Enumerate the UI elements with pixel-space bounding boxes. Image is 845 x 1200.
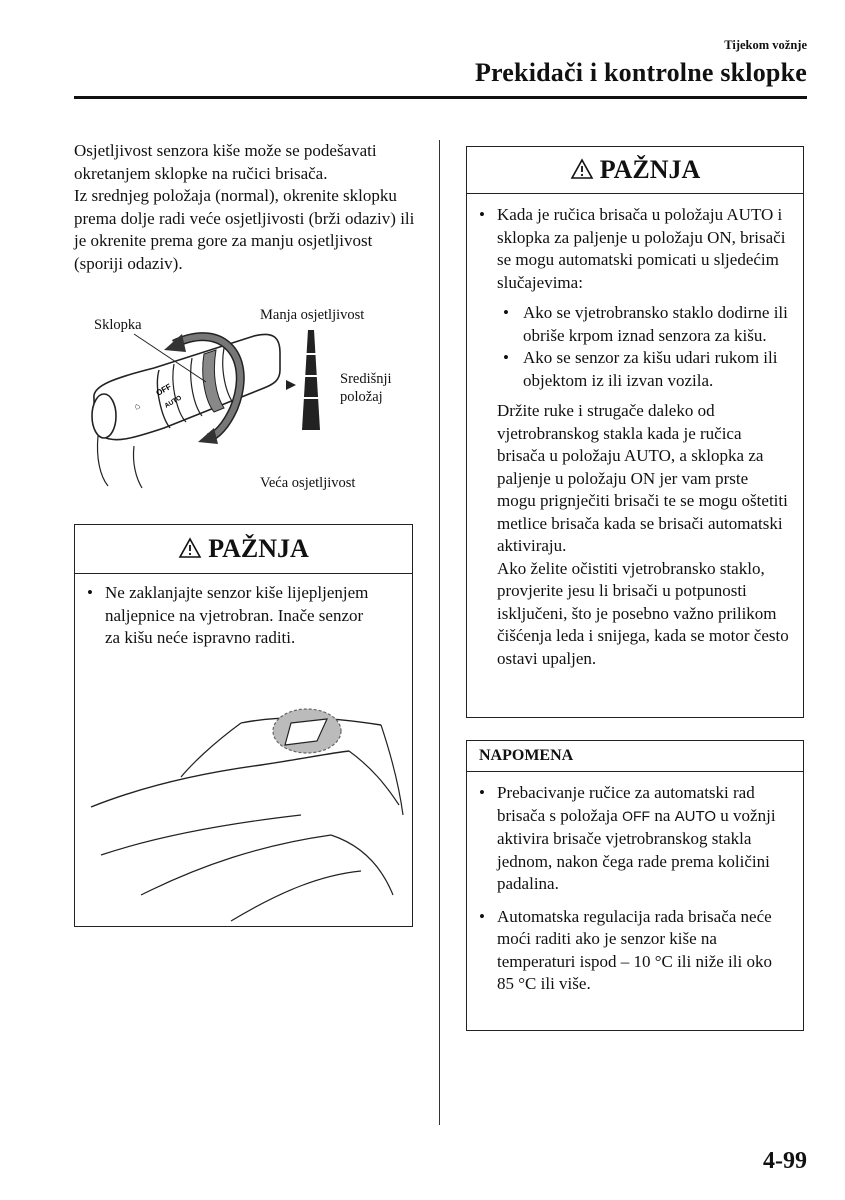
intro-paragraph-2: Iz srednjeg položaja (normal), okrenite sklopku prema dolje radi veće osjetljivosti (brži odaziv) ili je okrenite prema gore za manju osjetljivost (sporiji odaziv). [74, 186, 415, 273]
caution-title-left: PAŽNJA [208, 534, 309, 563]
column-divider [439, 140, 440, 1125]
note-item-1-auto: AUTO [674, 807, 717, 825]
note-box [466, 740, 804, 1031]
caution-header-left [75, 525, 412, 574]
warning-triangle-icon [178, 527, 202, 575]
lever-off-mark: OFF [154, 381, 173, 398]
label-more-sensitivity: Veća osjetljivost [260, 475, 356, 491]
list-item [467, 204, 789, 670]
list-item: • Ako se vjetrobransko staklo dodirne ili obriše krpom iznad senzora za kišu. [497, 302, 789, 347]
page-number: 4-99 [763, 1148, 807, 1174]
warning-triangle-icon [570, 149, 594, 195]
caution-header-right [467, 147, 803, 194]
intro-paragraph-1: Osjetljivost senzora kiše može se podešavati okretanjem sklopke na ručici brisača. [74, 141, 377, 183]
label-middle-position-1: Središnji [340, 371, 392, 387]
note-item-1-a: Prebacivanje ručice za automatski rad brisača s položaja [497, 783, 755, 825]
page-title: Prekidači i kontrolne sklopke [474, 58, 807, 87]
note-item-1-na: na [654, 805, 671, 825]
caution-box-left [74, 524, 413, 927]
note-item-1-b: u vožnji aktivira brisače vjetrobranskog stakla jednom, nakon čega rade prema količini padalina. [497, 805, 776, 893]
caution-right-paragraph-2: Ako želite očistiti vjetrobransko staklo, provjerite jesu li brisači u potpunosti isključeni, što je posebno važno prilikom čišćenja leda i snijega, kada se motor često ostavi upaljen. [497, 558, 789, 668]
windshield-sensor-illustration [81, 695, 407, 923]
caution-right-item-1: Kada je ručica brisača u položaju AUTO i sklopka za paljenje u položaju ON, brisači se mogu automatski pomicati u sljedećim slučajevima: [497, 205, 786, 292]
header-rule [74, 96, 807, 99]
intro-text [74, 140, 424, 275]
list-item [467, 782, 789, 896]
section-label: Tijekom vožnje [724, 38, 807, 52]
label-less-sensitivity: Manja osjetljivost [260, 307, 365, 323]
note-item-1-off: OFF [622, 807, 651, 824]
caution-box-right [466, 146, 804, 718]
lever-auto-mark: AUTO [163, 394, 183, 410]
svg-text:⌂: ⌂ [132, 400, 142, 412]
label-middle-position-2: položaj [340, 389, 383, 405]
list-item: • Automatska regulacija rada brisača neće moći raditi ako je senzor kiše na temperaturi ispod – 10 °C ili niže ili oko 85 °C ili više. [467, 906, 789, 996]
list-item: • Ako se senzor za kišu udari rukom ili objektom iz ili izvan vozila. [497, 347, 789, 392]
note-title: NAPOMENA [467, 741, 803, 772]
label-switch: Sklopka [94, 317, 142, 333]
list-item: • Ne zaklanjajte senzor kiše lijepljenjem naljepnice na vjetrobran. Inače senzor za kišu neće ispravno raditi. [75, 582, 382, 650]
wiper-lever-figure [74, 298, 424, 498]
caution-title-right: PAŽNJA [599, 155, 701, 184]
caution-right-paragraph-1: Držite ruke i strugače daleko od vjetrobranskog stakla kada je ručica brisača u položaju AUTO, a sklopka za paljenje u položaju ON jer vam prste mogu prignječiti brisači te se mogu oštetiti metlice brisača kada se brisači automatski aktiviraju. [497, 401, 788, 555]
